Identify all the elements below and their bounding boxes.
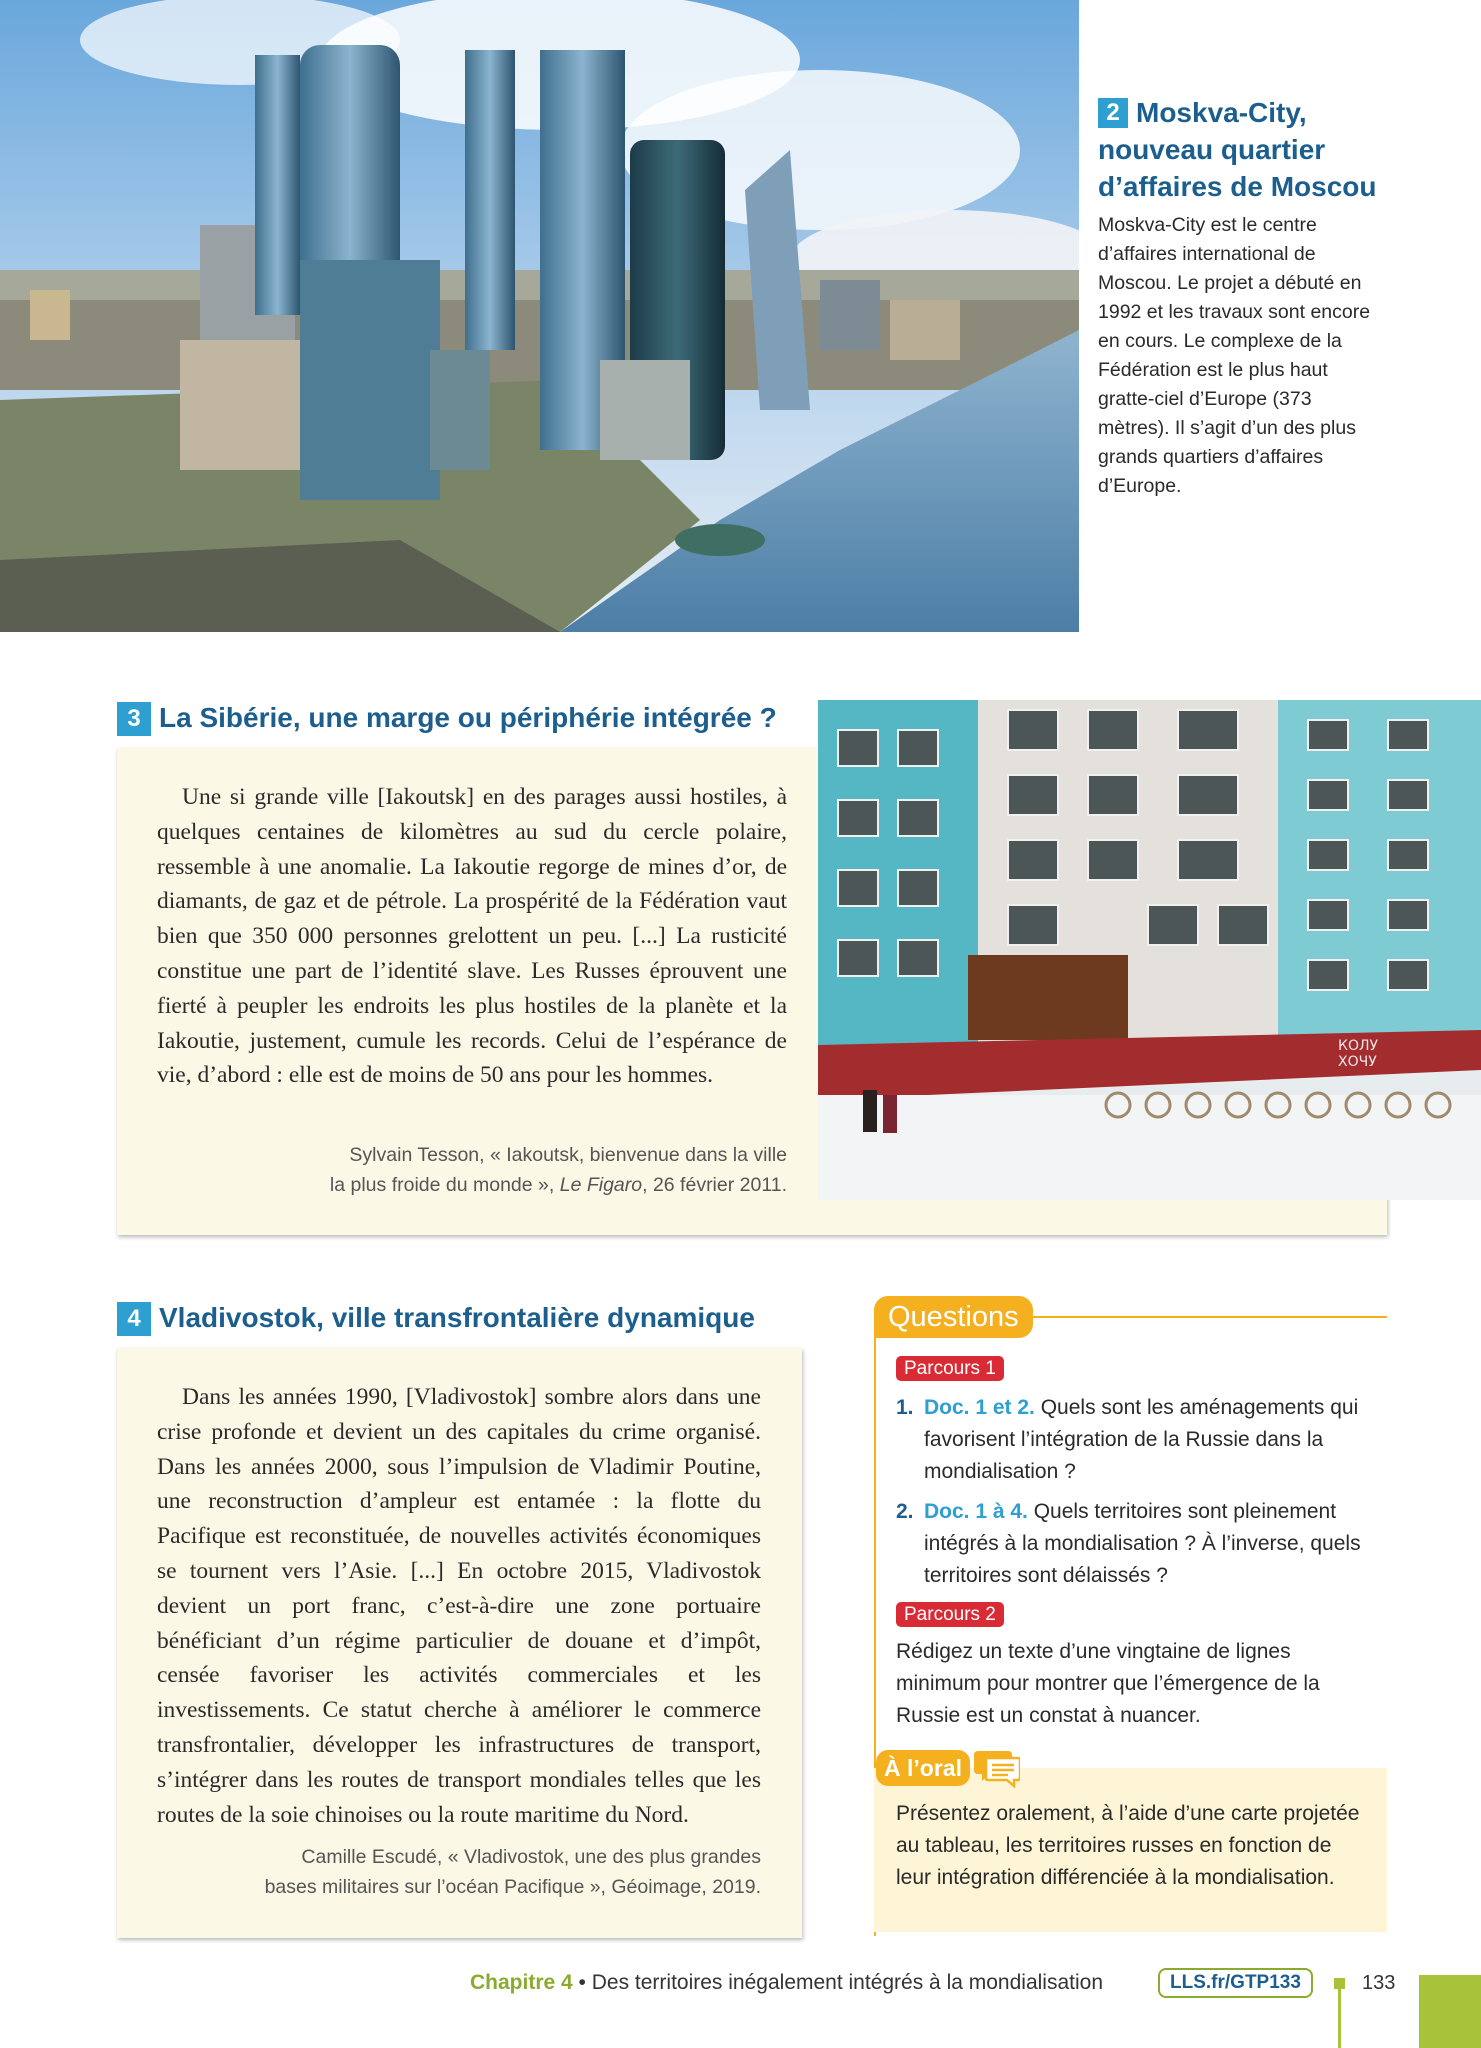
oral-text: Présentez oralement, à l’aide d’une carte projetée au tableau, les territoires russes en fonction de leur intégration différenciée à la mondialisation.	[896, 1802, 1360, 1889]
footer-chapter: Chapitre 4 • Des territoires inégalement intégrés à la mondialisation	[470, 1971, 1103, 1994]
doc3-journal: Le Figaro	[559, 1174, 643, 1196]
doc2-caption	[1098, 94, 1388, 501]
parcours2-badge: Parcours 2	[896, 1602, 1004, 1627]
parcours2-text: Rédigez un texte d’une vingtaine de lignes minimum pour montrer que l’émergence de la Russie est un constat à nuancer.	[896, 1640, 1320, 1727]
doc3-quote: Une si grande ville [Iakoutsk] en des parages aussi hostiles, à quelques centaines de kilomètres au sud du cercle polaire, ressemble à une anomalie. La Iakoutie regorge de mines d’or, de diamants, de gaz et de pétrole. La prospérité de la Fédération vaut bien que 350 000 personnes grelottent un peu. [...] La rusticité constitue une part de l’identité slave. Les Russes éprouvent une fierté à peupler les endroits les plus hostiles de la planète et la Iakoutie, justement, cumule les records. Celui de l’espérance de vie, d’abord : elle est de moins de 50 ans pour les hommes.	[157, 784, 787, 1089]
doc2-title	[1098, 94, 1388, 205]
doc3-title	[117, 700, 777, 736]
page-number: 133	[1362, 1972, 1396, 1994]
doc-number-badge: 3	[117, 702, 151, 736]
doc4-title	[117, 1300, 755, 1336]
oral-label: À l’oral	[876, 1750, 970, 1786]
siberia-building-photo	[818, 700, 1481, 1200]
doc3-source-line2: la plus froide du monde », Le Figaro, 26 février 2011.	[329, 1174, 787, 1196]
doc4-source-line2: bases militaires sur l’océan Pacifique », Géoimage, 2019.	[264, 1876, 761, 1898]
moskva-city-photo	[0, 0, 1079, 632]
doc4-title-text: Vladivostok, ville transfrontalière dynamique	[159, 1302, 755, 1333]
question-text: Quels territoires sont pleinement intégrés à la mondialisation ? À l’inverse, quels territoires sont délaissés ?	[924, 1500, 1361, 1587]
doc3-source	[157, 1140, 787, 1200]
page-footer	[0, 1968, 1481, 2008]
questions-header: Questions	[874, 1296, 1033, 1338]
doc3-title-text: La Sibérie, une marge ou périphérie intégrée ?	[159, 702, 777, 733]
footer-rule	[1338, 1978, 1341, 2048]
footer-chapter-number: Chapitre 4	[470, 1971, 573, 1994]
doc3-source-line1: Sylvain Tesson, « Iakoutsk, bienvenue dans la ville	[349, 1144, 787, 1166]
questions-rule-horizontal	[994, 1316, 1387, 1318]
doc-number-badge: 2	[1098, 98, 1128, 128]
parcours1-badge: Parcours 1	[896, 1356, 1004, 1381]
doc4-quote: Dans les années 1990, [Vladivostok] sombre alors dans une crise profonde et devient un des capitales du crime organisé. Dans les années 2000, sous l’impulsion de Vladimir Poutine, une reconstruction d’ampleur est entamée : la flotte du Pacifique est reconstituée, de nouvelles activités économiques se tournent vers l’Asie. [...] En octobre 2015, Vladivostok devient un port franc, c’est-à-dire une zone portuaire bénéficiant d’un régime particulier de douane et d’impôt, censée favoriser les activités commerciales et les investissements. Ce statut cherche à améliorer le commerce transfrontalier, développer les infrastructures de transport, s’intégrer dans les routes de transport mondiales telles que les routes de la soie chinoises ou la route maritime du Nord.	[157, 1384, 761, 1828]
question-item	[896, 1392, 1386, 1488]
question-doc-ref: Doc. 1 à 4.	[924, 1500, 1028, 1523]
question-text: Quels sont les aménagements qui favorisent l’intégration de la Russie dans la mondialisation ?	[924, 1396, 1359, 1483]
question-item	[896, 1496, 1386, 1592]
doc4-source	[157, 1842, 761, 1902]
question-number: 2.	[896, 1500, 914, 1523]
questions-panel	[874, 1296, 1387, 1936]
doc2-title-text: Moskva-City, nouveau quartier d’affaires de Moscou	[1098, 97, 1377, 202]
footer-chapter-title: Des territoires inégalement intégrés à la mondialisation	[591, 1971, 1103, 1994]
page-corner-tab	[1419, 1975, 1481, 2048]
doc2-text: Moskva-City est le centre d’affaires international de Moscou. Le projet a débuté en 1992 et les travaux sont encore en cours. Le complexe de la Fédération est le plus haut gratte-ciel d’Europe (373 mètres). Il s’agit d’un des plus grands quartiers d’affaires d’Europe.	[1098, 214, 1371, 497]
graffiti-line2: ХОЧУ	[1338, 1054, 1377, 1070]
question-doc-ref: Doc. 1 et 2.	[924, 1396, 1035, 1419]
doc-number-badge: 4	[117, 1302, 151, 1336]
doc4-source-line1: Camille Escudé, « Vladivostok, une des plus grandes	[301, 1846, 761, 1868]
question-list	[896, 1392, 1386, 1600]
question-number: 1.	[896, 1396, 914, 1419]
footer-web-link[interactable]: LLS.fr/GTP133	[1158, 1968, 1313, 1998]
graffiti-line1: КОЛУ	[1338, 1038, 1379, 1054]
speech-bubble-icon	[974, 1748, 1020, 1793]
